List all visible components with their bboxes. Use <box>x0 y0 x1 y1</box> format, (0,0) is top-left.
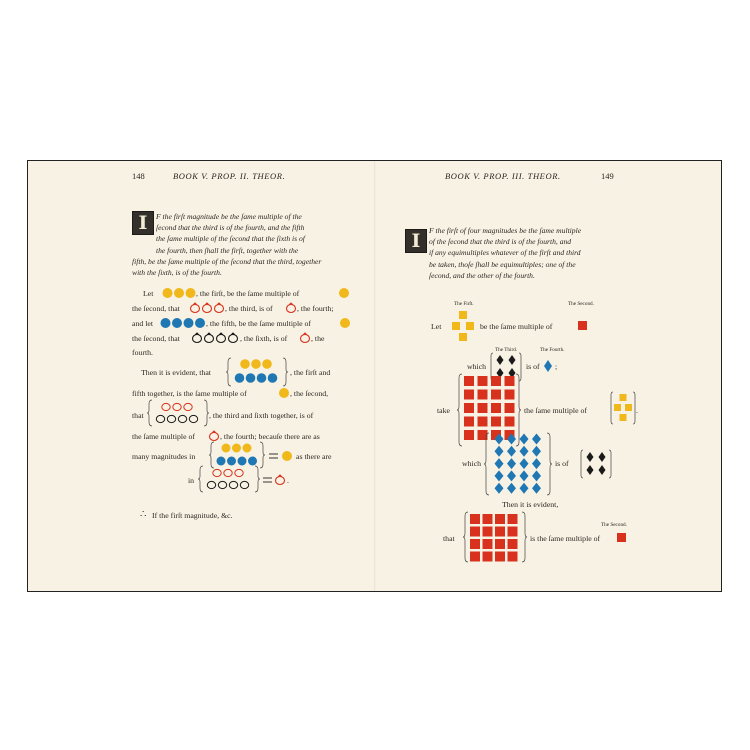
text-first-and: , the firſt and <box>290 368 331 377</box>
text-if-first: If the firſt magnitude, &c. <box>152 511 233 520</box>
running-head: BOOK V. PROP. II. THEOR. <box>173 171 286 181</box>
equals-red-oval <box>262 474 286 486</box>
red-square <box>495 539 505 549</box>
second-yellow-circle-3 <box>278 387 290 399</box>
dropcap: I <box>405 229 427 253</box>
fifth-blue-circles <box>160 317 206 329</box>
text-comma-second: , the ſecond, <box>290 389 329 398</box>
text-third: , the third, is of <box>225 304 273 313</box>
red-square <box>478 390 488 400</box>
red-square <box>508 539 518 549</box>
red-square <box>478 417 488 427</box>
text-let: Let <box>431 322 442 331</box>
text-fifth-together: fifth together, is the ſame multiple of <box>132 389 247 398</box>
red-square <box>505 417 515 427</box>
therefore-symbol: ∴ <box>140 509 147 520</box>
red-square <box>470 539 480 549</box>
enunciation: F the firſt magnitude be the ſame multiple of the ſecond that the third is of the fourth, and the fifth the ſame multiple of the ſecond that the ſixth is of the fourth, then ſhall the firſt, together with the <box>156 212 305 255</box>
second-yellow-circle-2 <box>339 317 351 329</box>
text-that: that <box>443 534 455 543</box>
bracket-third-sixth-2 <box>198 465 260 493</box>
red-square <box>478 376 488 386</box>
text-is-same-multiple: is the ſame multiple of <box>530 534 601 543</box>
red-square <box>483 514 493 524</box>
text-fifth: , the fifth, be the ſame multiple of <box>206 319 312 328</box>
first-yellow-cross <box>450 310 476 342</box>
blue-diamond <box>532 470 541 481</box>
bracket-third-sixth <box>147 399 209 427</box>
blue-diamond <box>495 470 504 481</box>
blue-diamonds-grid <box>484 432 552 496</box>
blue-diamond <box>495 458 504 469</box>
text-semicolon: ; <box>555 362 558 371</box>
blue-diamond <box>507 483 516 494</box>
text-let: Let <box>143 289 154 298</box>
red-square <box>478 403 488 413</box>
blue-diamond <box>520 470 529 481</box>
blue-diamond <box>507 446 516 457</box>
text-same-multiple-of: the ſame multiple of <box>132 432 196 441</box>
blue-diamond <box>520 446 529 457</box>
blue-diamond <box>495 483 504 494</box>
text-fourth-because: , the fourth; becauſe there are as <box>220 432 320 441</box>
blue-diamond <box>520 458 529 469</box>
book-spread <box>27 160 722 592</box>
red-square <box>505 390 515 400</box>
text-sixth: , the ſixth, is of <box>240 334 288 343</box>
page-number: 148 <box>132 171 145 181</box>
red-square <box>491 390 501 400</box>
text-that: that <box>132 411 144 420</box>
left-page <box>28 161 375 591</box>
first-yellow-circles <box>162 287 196 299</box>
text-fourth: , the fourth; <box>297 304 334 313</box>
red-square <box>483 527 493 537</box>
red-square <box>483 539 493 549</box>
sixth-black-ovals <box>191 332 239 344</box>
blue-diamond <box>507 470 516 481</box>
fourth-red-oval-2 <box>299 332 311 344</box>
fourth-red-oval <box>285 302 297 314</box>
right-page <box>375 161 721 591</box>
red-square <box>464 430 474 440</box>
text-second-that-2: the ſecond, that <box>132 334 180 343</box>
red-square <box>464 376 474 386</box>
red-square <box>508 552 518 562</box>
bracket-first-fifth <box>226 357 288 387</box>
red-square <box>491 417 501 427</box>
blue-diamond <box>532 483 541 494</box>
enunciation-cont: fifth, be the ſame multiple of the ſecond that the third, together with the ſixth, is of the fourth. <box>132 257 322 278</box>
blue-diamond <box>520 483 529 494</box>
red-square <box>505 403 515 413</box>
red-square <box>495 527 505 537</box>
red-square <box>491 376 501 386</box>
red-square <box>508 514 518 524</box>
red-square <box>508 527 518 537</box>
red-square <box>470 514 480 524</box>
text-which: which <box>467 362 487 371</box>
second-red-square-2 <box>617 533 627 543</box>
text-and-let: and let <box>132 319 153 328</box>
label-the-fourth: The Fourth. <box>540 347 565 353</box>
red-square <box>464 417 474 427</box>
label-the-second: The Second. <box>568 301 594 307</box>
red-square <box>470 552 480 562</box>
text-in: in <box>188 476 195 485</box>
third-red-ovals <box>189 302 225 314</box>
running-head: BOOK V. PROP. III. THEOR. <box>445 171 561 181</box>
red-square <box>491 403 501 413</box>
text-fourth-end: fourth. <box>132 348 154 357</box>
text-the-same-multiple: the ſame multiple of <box>524 406 588 415</box>
red-square <box>505 376 515 386</box>
text-first: , the firſt, be the ſame multiple of <box>196 289 300 298</box>
equals-yellow-circle <box>268 450 294 462</box>
label-the-first: The Firſt. <box>454 301 474 307</box>
dropcap: I <box>132 211 154 235</box>
text-then-evident: Then it is evident, that <box>141 368 211 377</box>
text-comma-the: , the <box>311 334 325 343</box>
fourth-blue-diamond <box>543 360 553 372</box>
text-period: . <box>636 406 638 415</box>
red-square <box>495 552 505 562</box>
text-third-sixth: , the third and ſixth together, is of <box>209 411 314 420</box>
red-square <box>470 527 480 537</box>
text-many-in: many magnitudes in <box>132 452 196 461</box>
second-red-square <box>578 321 588 331</box>
blue-diamond <box>532 458 541 469</box>
red-square <box>495 514 505 524</box>
text-is-of: is of <box>526 362 540 371</box>
black-diamonds-bracket <box>579 449 613 479</box>
text-then-evident: Then it is evident, <box>502 500 559 509</box>
blue-diamond <box>520 434 529 445</box>
blue-diamond <box>507 434 516 445</box>
red-square <box>464 390 474 400</box>
text-second-that: the ſecond, that <box>132 304 180 313</box>
label-the-third: The Third. <box>495 347 518 353</box>
blue-diamond <box>532 446 541 457</box>
red-square <box>464 403 474 413</box>
red-squares-grid-2 <box>463 511 527 563</box>
yellow-cross-bracket <box>609 391 637 425</box>
second-yellow-circle <box>338 287 350 299</box>
text-take: take <box>437 406 450 415</box>
text-as-there-are: as there are <box>296 452 332 461</box>
blue-diamond <box>532 434 541 445</box>
blue-diamond <box>495 446 504 457</box>
page-number: 149 <box>601 171 614 181</box>
red-square <box>483 552 493 562</box>
text-be-same-multiple: be the ſame multiple of <box>480 322 553 331</box>
blue-diamond <box>507 458 516 469</box>
text-period: . <box>287 476 289 485</box>
enunciation: F the firſt of four magnitudes be the ſame multiple of the ſecond that the third is of the fourth, and if any equimultiples whatever of the firſt and third be taken, thoſe ſhall be equimultiples; one of the ſecond, and the other of the fourth. <box>429 226 582 280</box>
label-the-second-bottom: The Second. <box>601 522 627 528</box>
text-is-of-2: is of <box>555 459 569 468</box>
text-which-2: which <box>462 459 482 468</box>
blue-diamond <box>495 434 504 445</box>
